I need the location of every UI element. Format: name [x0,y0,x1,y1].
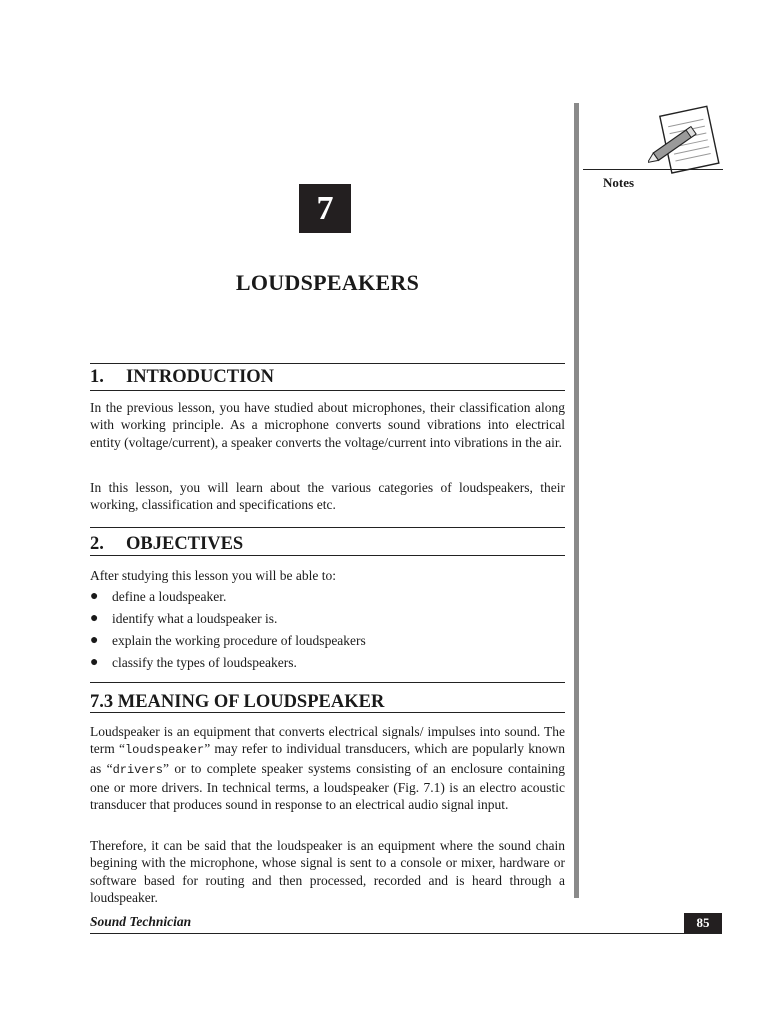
section-rule [90,363,565,364]
section-rule [90,390,565,391]
meaning-paragraph-2: Therefore, it can be said that the loudspeaker is an equipment where the sound chain begining with the microphone, whose signal is sent to a console or mixer, hardware or software based for routing and then processed, recorded and is heard through a loudspeaker. [90,838,565,905]
list-item [90,610,565,632]
section-number: 1. [90,367,104,387]
meaning-paragraph-1 [90,723,565,813]
objectives-intro: After studying this lesson you will be able to: [90,568,336,583]
objectives-list [90,588,565,676]
section-rule [90,712,565,713]
intro-paragraph-2: In this lesson, you will learn about the various categories of loudspeakers, their working, classification and specifications etc. [90,480,565,513]
section-heading-meaning: 7.3 MEANING OF LOUDSPEAKER [90,692,385,712]
list-item-text: classify the types of loudspeakers. [112,655,297,670]
text-run: ” may refer to individual transducers, which are popularly known as “ [90,741,566,776]
bullet-icon: ● [90,589,99,604]
list-item-text: identify what a loudspeaker is. [112,611,278,626]
bullet-icon: ● [90,611,99,626]
text-run: Loudspeaker is an equipment that converts electrical signals/ impulses into sound. The term “ [90,724,565,757]
term-drivers: drivers [112,762,163,777]
list-item [90,654,565,676]
list-item-text: explain the working procedure of loudspeakers [112,633,366,648]
chapter-title: LOUDSPEAKERS [235,270,420,295]
section-title: OBJECTIVES [126,534,244,554]
bullet-icon: ● [90,633,99,648]
list-item [90,632,565,654]
footer-title: Sound Technician [90,914,192,929]
margin-rule [574,103,579,898]
notes-label: Notes [603,175,635,190]
footer-rule [90,933,722,934]
chapter-number: 7 [299,184,351,233]
section-rule [90,555,565,556]
section-number: 2. [90,534,104,554]
notes-divider [583,169,723,170]
section-rule [90,682,565,683]
text-run: ” or to complete speaker systems consisting of an enclosure containing one or more drivers. In technical terms, a loudspeaker (Fig. 7.1) is an electro acoustic transducer that produces sound in response to an electrical audio signal input. [90,760,565,813]
section-title: INTRODUCTION [126,367,275,387]
term-loudspeaker: loudspeaker [124,743,205,758]
section-heading-objectives [90,534,565,555]
intro-paragraph-1: In the previous lesson, you have studied about microphones, their classification along with working principle. As a microphone converts sound vibrations into electrical entity (voltage/current), a speaker converts the voltage/current into vibrations in the air. [90,400,565,450]
page-number: 85 [684,913,722,933]
list-item [90,588,565,610]
bullet-icon: ● [90,655,99,670]
section-heading-introduction [90,367,565,388]
section-rule [90,527,565,528]
list-item-text: define a loudspeaker. [112,589,227,604]
